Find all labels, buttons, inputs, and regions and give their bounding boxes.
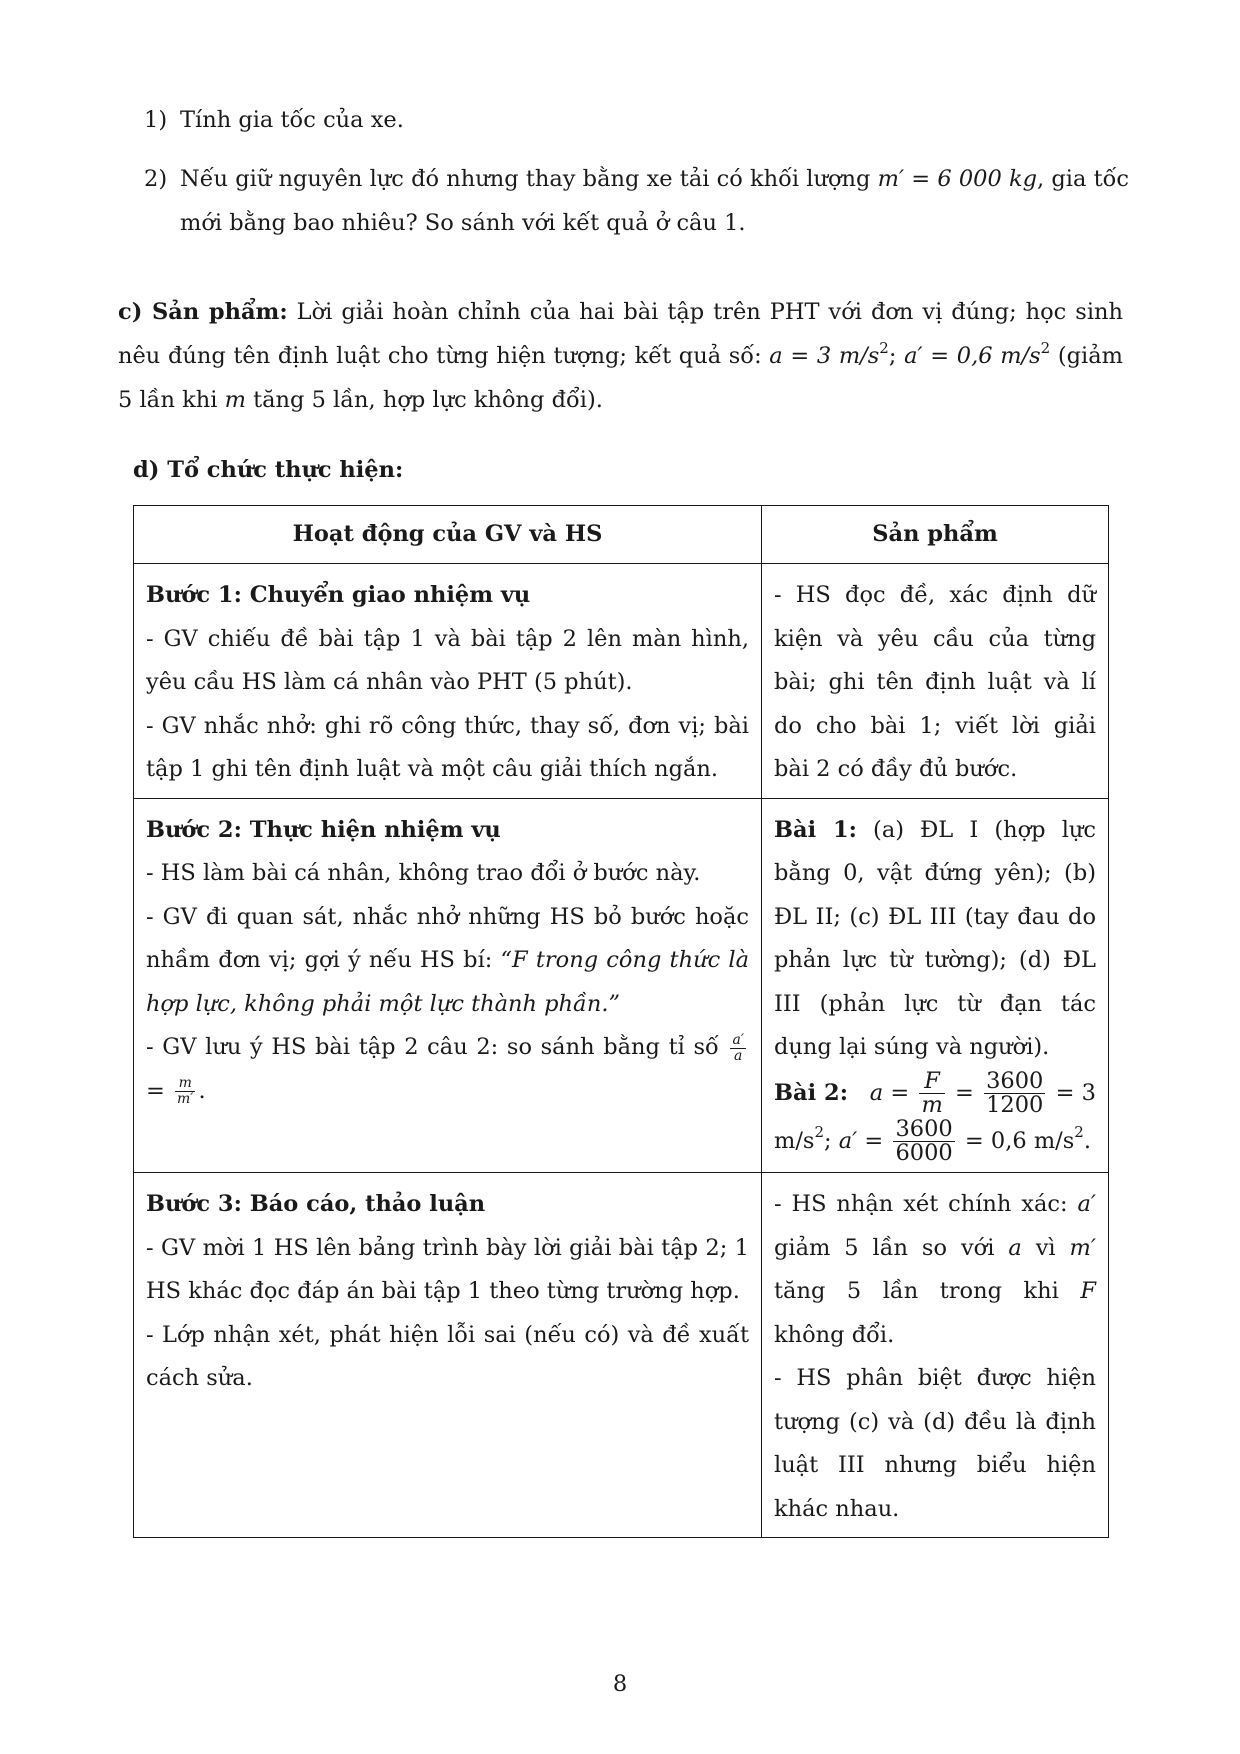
section-c-heading: c) Sản phẩm: (118, 299, 288, 325)
task-item-1 (144, 98, 1129, 142)
product-bai1: Bài 1: (a) ĐL I (hợp lực bằng 0, vật đứng yên); (b) ĐL II; (c) ĐL III (tay đau do phản lực từ tường); (d) ĐL III (phản lực từ đạn tác dụng lại súng và người). (774, 816, 1096, 1060)
activity-line: - GV lưu ý HS bài tập 2 câu 2: so sánh bằng tỉ số $\frac{a'}{a}$ = $\frac{m}{m'}$ . (146, 1031, 744, 1107)
activity-line: - GV nhắc nhở: ghi rõ công thức, thay số, đơn vị; bài tập 1 ghi tên định luật và một câu giải thích ngắn. (146, 712, 749, 782)
page-number: 8 (612, 1671, 628, 1697)
math-mass: m′ = 6 000 kg (877, 166, 1038, 192)
activity-cell (134, 1173, 762, 1538)
step-title: Bước 2: Thực hiện nhiệm vụ (146, 816, 501, 843)
ratio-fraction-a: $\frac{a'}{a}$ (732, 1031, 744, 1064)
ratio-fraction-m: $\frac{m}{m'}$ (177, 1075, 194, 1107)
product-text: - HS phân biệt được hiện tượng (c) và (d) đều là định luật III nhưng biểu hiện khác nhau. (774, 1365, 1096, 1522)
fraction-3600-1200: $\frac{3600}{1200}$ (986, 1067, 1044, 1119)
fraction-F-m: $\frac{F}{m}$ (921, 1067, 943, 1119)
task-text: Nếu giữ nguyên lực đó nhưng thay bằng xe tải có khối lượng m′ = 6 000 kg, gia tốc mới bằng bao nhiêu? So sánh với kết quả ở câu 1. (180, 166, 1130, 236)
table-header-row (134, 506, 1109, 564)
table-row (134, 1173, 1109, 1538)
section-d-heading: d) Tổ chức thực hiện: (133, 457, 404, 483)
step-title: Bước 3: Báo cáo, thảo luận (146, 1191, 486, 1217)
task-text: Tính gia tốc của xe. (180, 107, 404, 133)
step-title: Bước 1: Chuyển giao nhiệm vụ (146, 582, 531, 608)
activity-line: - Lớp nhận xét, phát hiện lỗi sai (nếu có) và đề xuất cách sửa. (146, 1321, 749, 1391)
product-cell (762, 1173, 1109, 1538)
product-cell (762, 564, 1109, 799)
header-activity: Hoạt động của GV và HS (134, 506, 762, 564)
hint-quote: “F trong công thức là hợp lực, không phải một lực thành phần.” (146, 947, 749, 1017)
activity-cell (134, 798, 762, 1173)
task-number: 1) (144, 107, 168, 133)
product-bai2: Bài 2: a = $\frac{F}{m}$ = $\frac{3600}{1200}$ = 3 $m/s^2$; a′ = $\frac{3600}{6000}$ = 0,6 $m/s^2$. (774, 1067, 1096, 1167)
table-row (134, 564, 1109, 799)
activity-table (133, 505, 1109, 1538)
fraction-3600-6000: $\frac{3600}{6000}$ (895, 1115, 953, 1167)
task-number: 2) (144, 166, 168, 192)
header-product: Sản phẩm (762, 506, 1109, 564)
activity-line: - HS làm bài cá nhân, không trao đổi ở bước này. (146, 860, 701, 886)
table-row (134, 798, 1109, 1173)
activity-line: - GV đi quan sát, nhắc nhở những HS bỏ bước hoặc nhầm đơn vị; gợi ý nếu HS bí: “F trong công thức là hợp lực, không phải một lực thành phần.” (146, 903, 749, 1017)
section-c-paragraph: c) Sản phẩm: Lời giải hoàn chỉnh của hai bài tập trên PHT với đơn vị đúng; học sinh nêu đúng tên định luật cho từng hiện tượng; kết quả số: a = 3 $m/s^2$; a′ = 0,6 $m/s^2$ (giảm 5 lần khi m tăng 5 lần, hợp lực không đổi). (118, 299, 1123, 413)
activity-cell (134, 564, 762, 799)
activity-line: - GV chiếu đề bài tập 1 và bài tập 2 lên màn hình, yêu cầu HS làm cá nhân vào PHT (5 phút). (146, 625, 749, 695)
product-text: - HS đọc đề, xác định dữ kiện và yêu cầu của từng bài; ghi tên định luật và lí do cho bài 1; viết lời giải bài 2 có đầy đủ bước. (774, 582, 1096, 782)
task-item-2 (144, 157, 1129, 245)
product-text: - HS nhận xét chính xác: a′ giảm 5 lần so với a vì m′ tăng 5 lần trong khi F không đổi. (774, 1191, 1096, 1348)
product-cell (762, 798, 1109, 1173)
activity-line: - GV mời 1 HS lên bảng trình bày lời giải bài tập 2; 1 HS khác đọc đáp án bài tập 1 theo từng trường hợp. (146, 1234, 749, 1304)
